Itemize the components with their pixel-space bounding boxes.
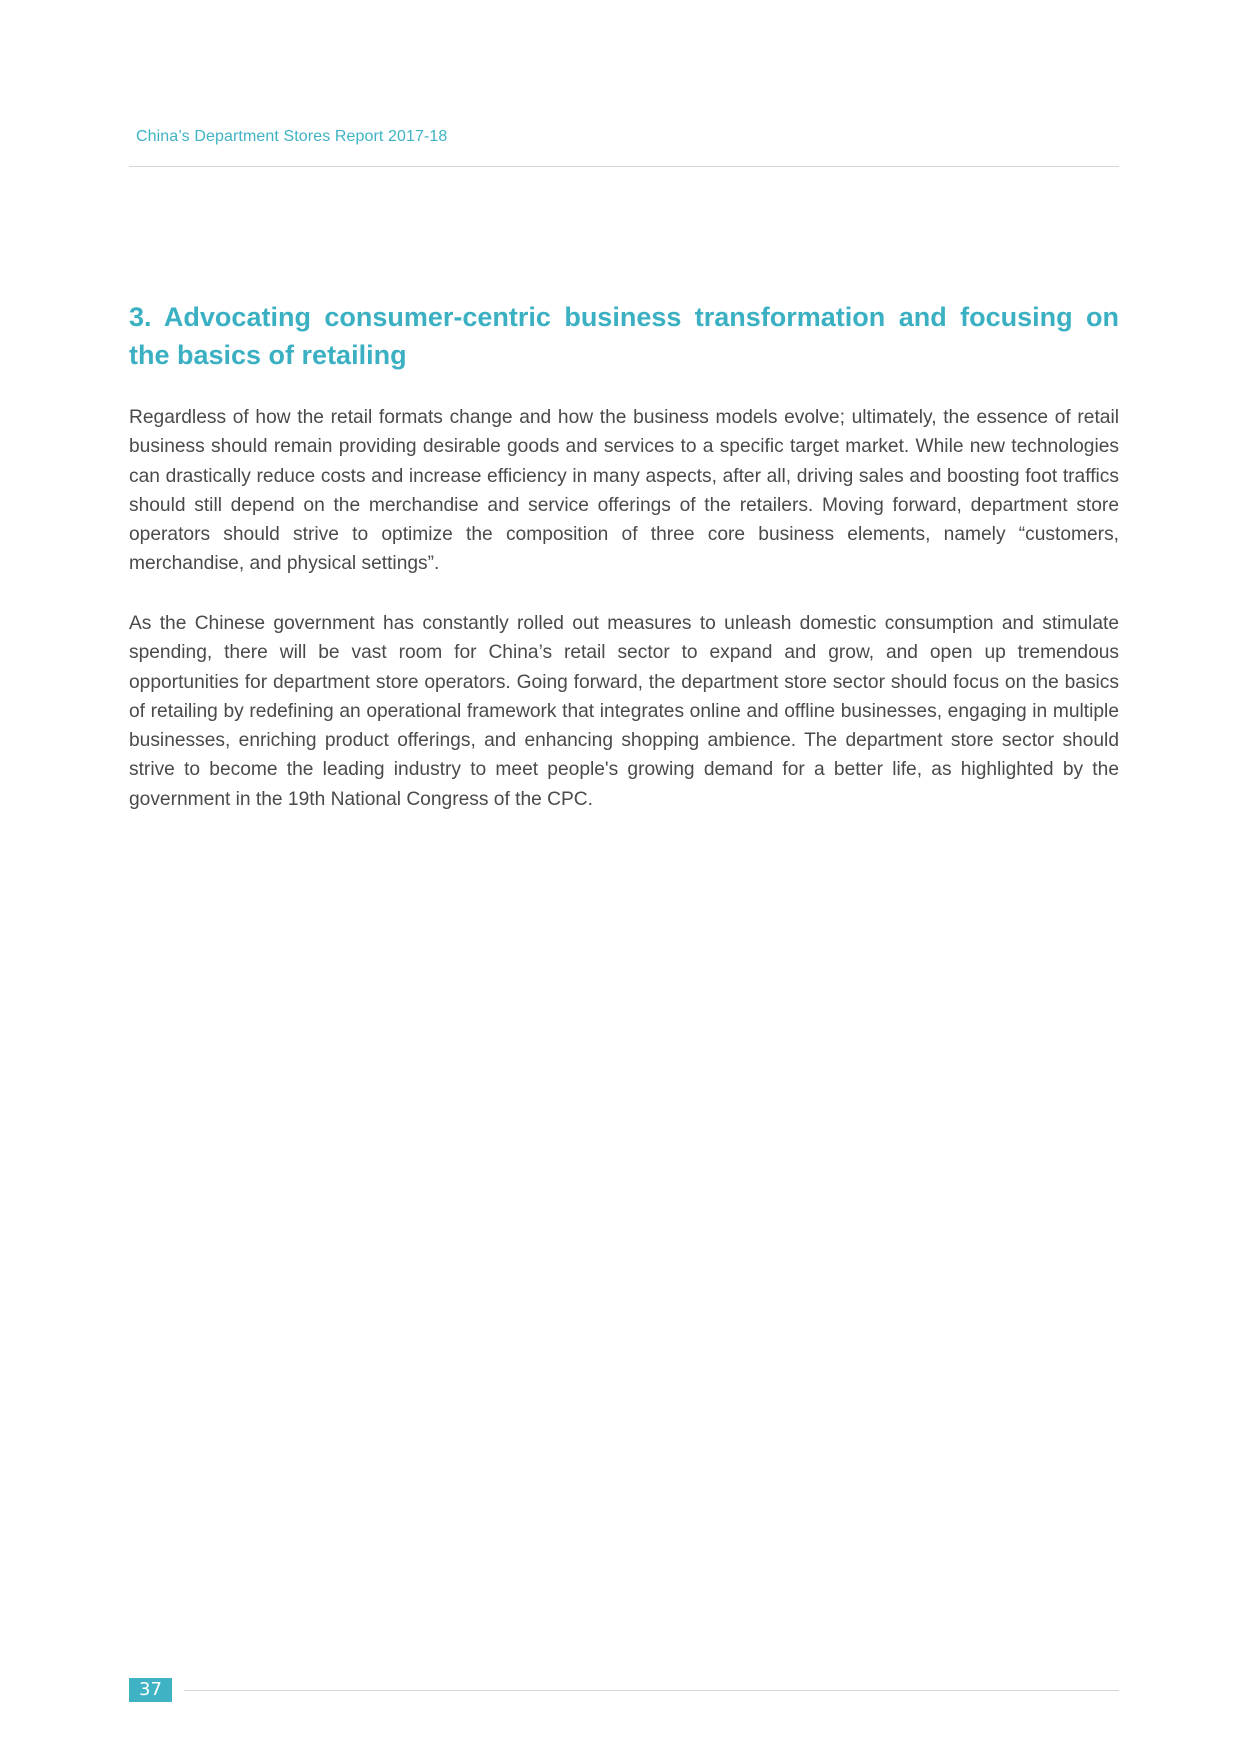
page-number-badge: 37 [129,1678,172,1702]
body-paragraph-2: As the Chinese government has constantly rolled out measures to unleash domestic consumption and stimulate spending, there will be vast room for China’s retail sector to expand and grow, and open up tremendous opportunities for department store operators. Going forward, the department store sector should focus on the basics of retailing by redefining an operational framework that integrates online and offline businesses, engaging in multiple businesses, enriching product offerings, and enhancing shopping ambience. The department store sector should strive to become the leading industry to meet people's growing demand for a better life, as highlighted by the government in the 19th National Congress of the CPC. [129,613,1119,810]
header-divider [129,166,1119,167]
footer-divider [184,1690,1119,1691]
body-paragraph-1: Regardless of how the retail formats change and how the business models evolve; ultimately, the essence of retail business should remain providing desirable goods and services to a specific target market. While new technologies can drastically reduce costs and increase efficiency in many aspects, after all, driving sales and boosting foot traffics should still depend on the merchandise and service offerings of the retailers. Moving forward, department store operators should strive to optimize the composition of three core business elements, namely “customers, merchandise, and physical settings”. [129,407,1119,575]
section-heading: 3. Advocating consumer-centric business transformation and focusing on the basics of retailing [129,302,1119,370]
running-header: China’s Department Stores Report 2017-18 [136,128,448,145]
